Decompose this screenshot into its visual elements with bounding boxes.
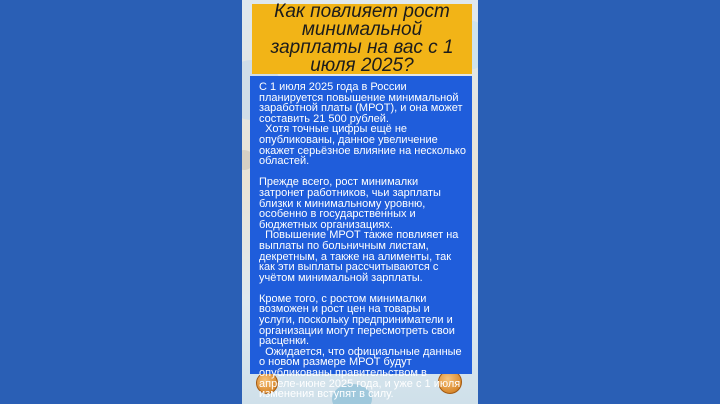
paragraph: Кроме того, с ростом минималки возможен и рост цен на товары и услуги, поскольку предприниматели и организации могут пересмотреть свои расценки. Ожидается, что официальные данные о новом размере МРОТ будут опубликованы правительством в апреле-июне 2025 года, и уже с 1 июля изменения вступят в силу. bbox=[259, 292, 462, 401]
paragraph: С 1 июля 2025 года в России планируется повышение минимальной заработной платы (МРОТ), и она может составить 21 500 рублей. Хотя точные цифры ещё не опубликованы, данное увеличение окажет серьёзное влияние на несколько областей. bbox=[259, 81, 466, 168]
title-banner bbox=[252, 1, 472, 76]
right-letterbox bbox=[478, 0, 720, 404]
article-text-box bbox=[250, 76, 472, 401]
paragraph: Прежде всего, рост минималки затронет работников, чьи зарплаты близки к минимальному уровню, особенно в государственных и бюджетных организациях. Повышение МРОТ также повлияет на выплаты по больничным листам, декретным, а также на алименты, так как эти выплаты рассчитываются с учётом минимальной зарплаты. bbox=[259, 176, 459, 284]
video-title: Как повлияет рост минимальной зарплаты на вас с 1 июля 2025? bbox=[270, 1, 454, 76]
left-letterbox bbox=[0, 0, 242, 404]
